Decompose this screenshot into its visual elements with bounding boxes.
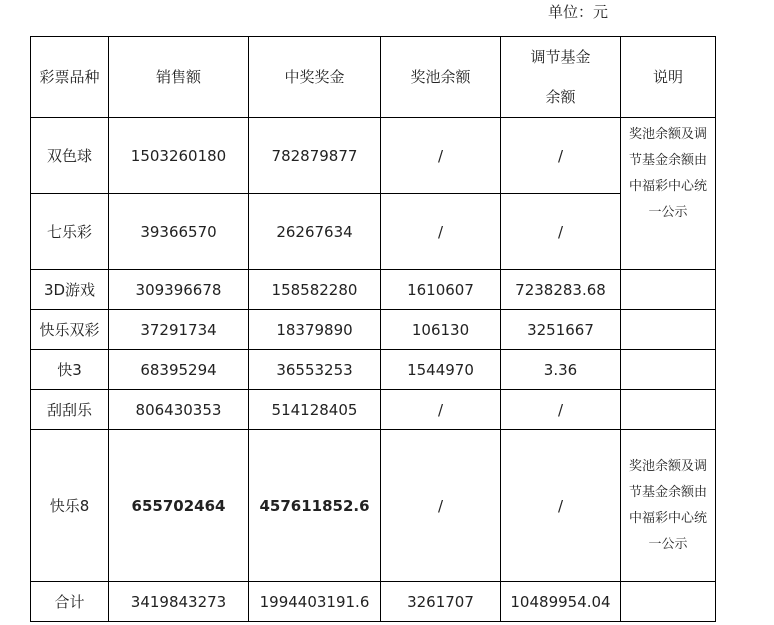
cell-pool: 3261707 — [381, 582, 501, 622]
cell-adjust: 10489954.04 — [501, 582, 621, 622]
cell-name: 双色球 — [31, 118, 109, 194]
cell-note: 奖池余额及调节基金余额由中福彩中心统一公示 — [621, 430, 716, 582]
cell-name: 合计 — [31, 582, 109, 622]
header-row — [31, 37, 716, 118]
cell-note-empty — [621, 390, 716, 430]
cell-prize: 782879877 — [249, 118, 381, 194]
cell-pool: / — [381, 390, 501, 430]
cell-prize: 1994403191.6 — [249, 582, 381, 622]
header-note: 说明 — [621, 37, 716, 118]
table-row — [31, 310, 716, 350]
cell-note-empty — [621, 310, 716, 350]
cell-name: 刮刮乐 — [31, 390, 109, 430]
cell-prize: 26267634 — [249, 194, 381, 270]
unit-label: 单位：元 — [548, 3, 609, 21]
cell-note-empty — [621, 350, 716, 390]
cell-prize: 158582280 — [249, 270, 381, 310]
cell-pool: / — [381, 194, 501, 270]
cell-pool: 1610607 — [381, 270, 501, 310]
cell-adjust: / — [501, 194, 621, 270]
cell-note-empty — [621, 582, 716, 622]
cell-adjust: 3.36 — [501, 350, 621, 390]
cell-pool: / — [381, 430, 501, 582]
table-row — [31, 350, 716, 390]
cell-sales: 3419843273 — [109, 582, 249, 622]
cell-adjust: / — [501, 390, 621, 430]
cell-sales: 1503260180 — [109, 118, 249, 194]
header-prize: 中奖奖金 — [249, 37, 381, 118]
header-adjust-line1: 调节基金 — [530, 48, 591, 66]
table-row — [31, 194, 716, 270]
cell-sales: 39366570 — [109, 194, 249, 270]
table-row — [31, 430, 716, 582]
cell-sales: 806430353 — [109, 390, 249, 430]
cell-adjust: 7238283.68 — [501, 270, 621, 310]
cell-pool: / — [381, 118, 501, 194]
cell-name: 快3 — [31, 350, 109, 390]
header-pool: 奖池余额 — [381, 37, 501, 118]
cell-sales: 309396678 — [109, 270, 249, 310]
cell-prize: 36553253 — [249, 350, 381, 390]
table-row-total — [31, 582, 716, 622]
table-row — [31, 118, 716, 194]
cell-sales: 655702464 — [109, 430, 249, 582]
table-row — [31, 270, 716, 310]
cell-adjust: 3251667 — [501, 310, 621, 350]
cell-pool: 106130 — [381, 310, 501, 350]
cell-adjust: / — [501, 430, 621, 582]
cell-name: 快乐双彩 — [31, 310, 109, 350]
cell-sales: 37291734 — [109, 310, 249, 350]
header-adjust — [501, 37, 621, 118]
cell-name: 3D游戏 — [31, 270, 109, 310]
table-row — [31, 390, 716, 430]
cell-prize: 18379890 — [249, 310, 381, 350]
header-type: 彩票品种 — [31, 37, 109, 118]
lottery-table — [30, 36, 716, 622]
cell-name: 快乐8 — [31, 430, 109, 582]
cell-name: 七乐彩 — [31, 194, 109, 270]
cell-adjust: / — [501, 118, 621, 194]
cell-pool: 1544970 — [381, 350, 501, 390]
cell-sales: 68395294 — [109, 350, 249, 390]
cell-note-empty — [621, 270, 716, 310]
header-sales: 销售额 — [109, 37, 249, 118]
header-adjust-line2: 余额 — [545, 88, 576, 106]
cell-prize: 514128405 — [249, 390, 381, 430]
cell-note: 奖池余额及调节基金余额由中福彩中心统一公示 — [621, 118, 716, 270]
cell-prize: 457611852.6 — [249, 430, 381, 582]
